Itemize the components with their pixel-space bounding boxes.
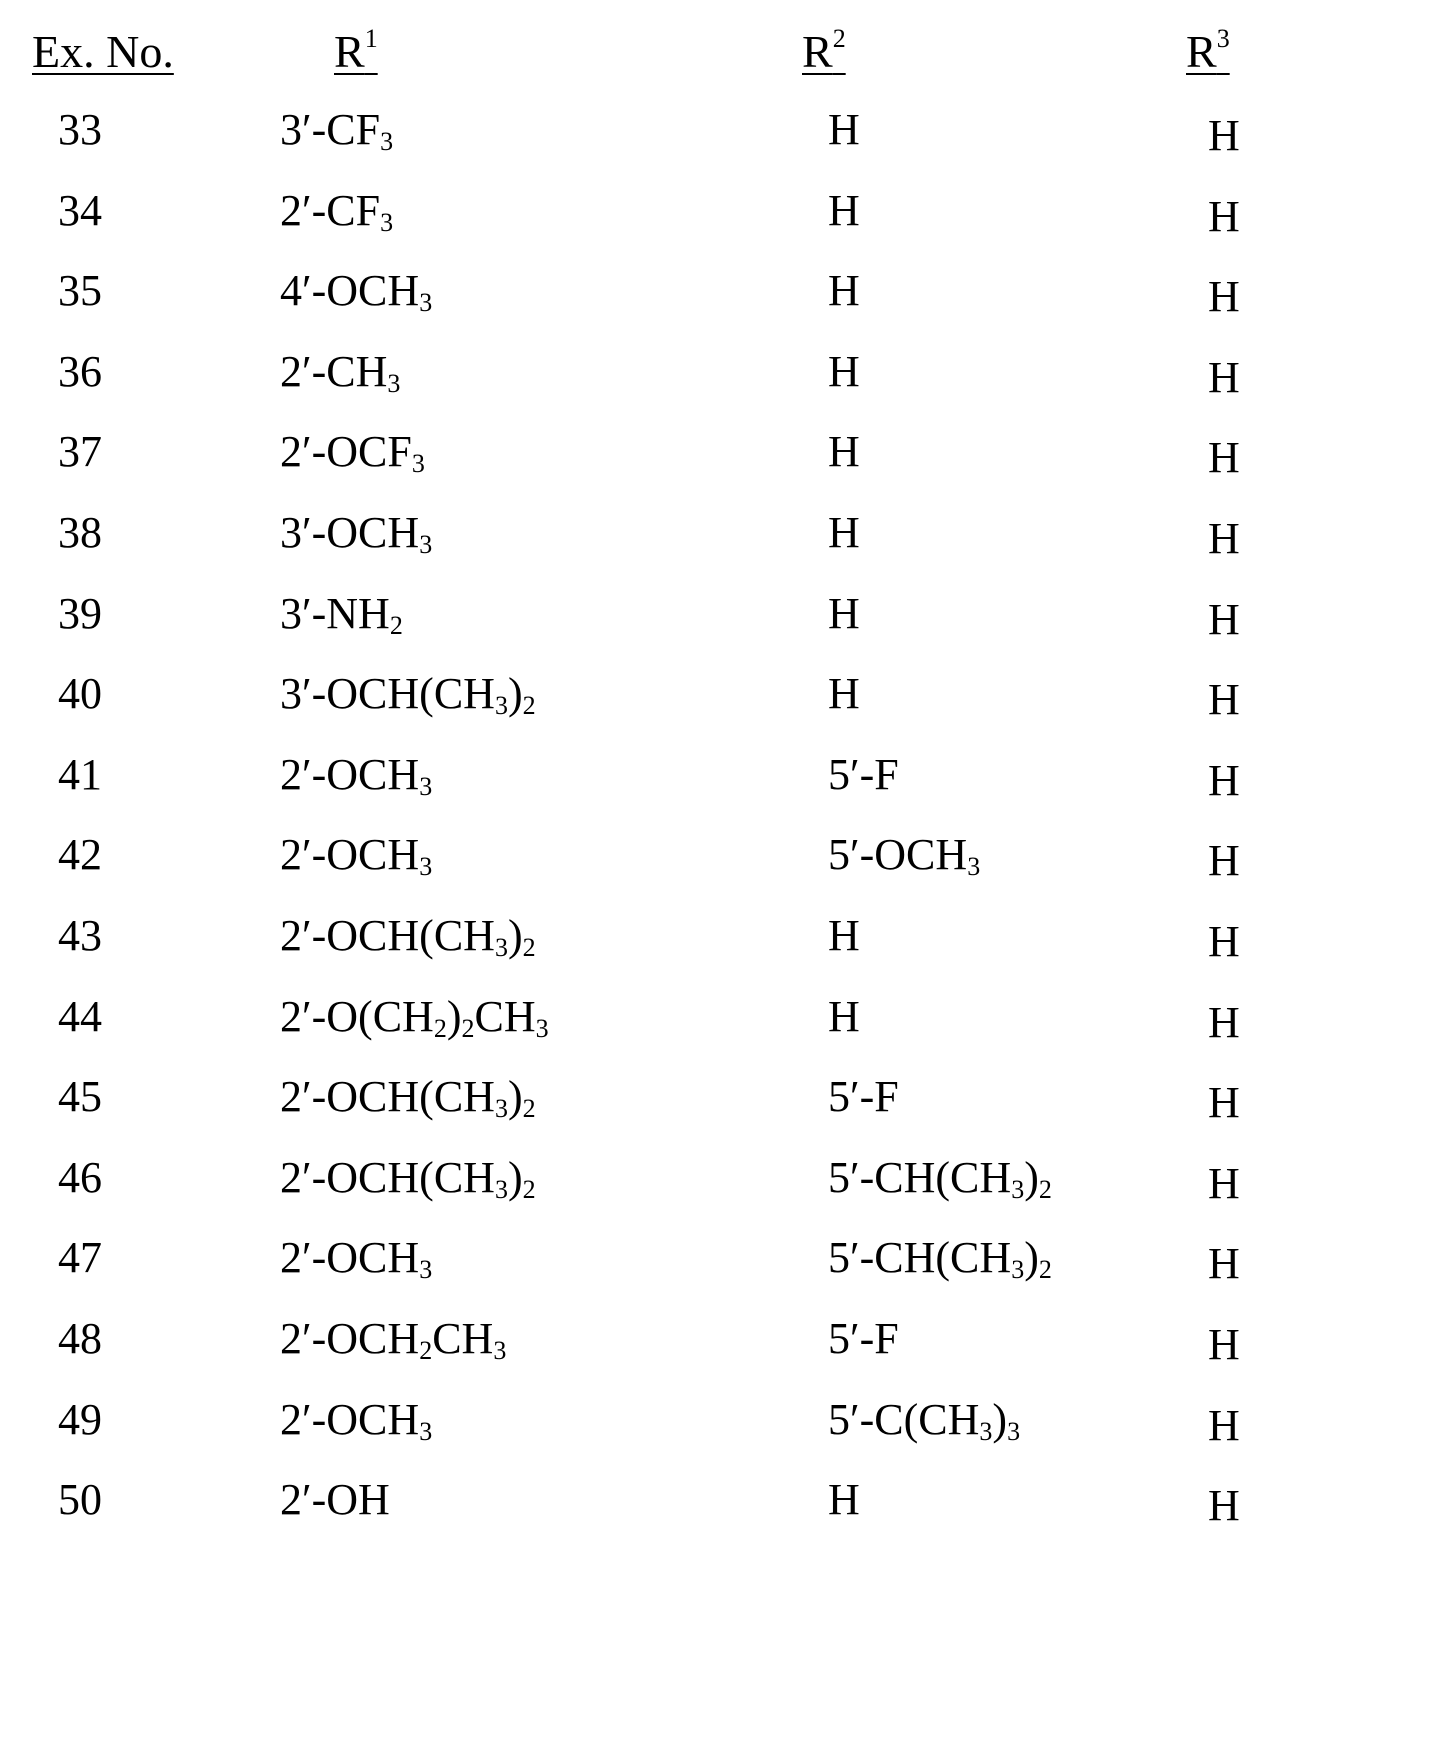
formula-text: CH	[474, 991, 536, 1041]
table-row	[0, 503, 1431, 583]
r2-substituent	[828, 1470, 860, 1530]
formula-text: 2′-OCH(CH	[280, 911, 495, 960]
r1-substituent	[280, 181, 393, 241]
formula-subscript: 3	[419, 771, 433, 801]
formula-text: H	[828, 669, 860, 719]
formula-subscript: 2	[522, 1094, 536, 1124]
formula-text: )	[507, 911, 523, 960]
formula-subscript: 2	[433, 1013, 447, 1043]
r2-substituent	[828, 181, 860, 241]
r1-substituent	[280, 1309, 506, 1369]
r3-substituent: H	[1208, 1400, 1240, 1450]
formula-subscript: 2	[419, 1336, 433, 1365]
formula-text: )	[1024, 1233, 1039, 1283]
formula-text: 2′-OCH(CH	[280, 1072, 495, 1122]
r2-substituent	[828, 1067, 899, 1127]
example-number: 47	[58, 1233, 102, 1283]
header-r1-sup: 1	[364, 24, 378, 53]
r3-substituent: H	[1208, 1239, 1240, 1289]
r1-substituent	[280, 906, 536, 966]
example-number: 41	[58, 749, 102, 799]
formula-text: H	[828, 105, 860, 154]
table-row	[0, 422, 1431, 502]
r1-substituent	[280, 261, 432, 321]
r3-substituent: H	[1208, 514, 1240, 563]
r2-substituent	[828, 342, 860, 402]
example-number: 42	[58, 830, 102, 880]
r1-substituent	[280, 664, 536, 724]
example-number: 37	[58, 427, 102, 477]
table-row	[0, 1470, 1431, 1550]
formula-text: H	[828, 911, 860, 960]
formula-text: H	[828, 346, 860, 396]
r3-substituent: H	[1208, 1158, 1240, 1208]
formula-subscript: 3	[380, 127, 394, 156]
formula-subscript: 3	[419, 1416, 433, 1446]
r2-substituent	[828, 1148, 1052, 1208]
r1-substituent	[280, 100, 393, 160]
example-number: 38	[58, 508, 102, 557]
table-header-row	[0, 22, 1431, 92]
r3-substituent: H	[1208, 755, 1240, 805]
formula-text: 2′-CH	[280, 346, 388, 396]
formula-text: )	[507, 1152, 523, 1202]
example-number: 36	[58, 346, 102, 396]
example-number: 33	[58, 105, 102, 154]
r2-substituent	[828, 100, 860, 160]
example-number: 40	[58, 669, 102, 719]
header-ex-no: Ex. No.	[32, 26, 174, 77]
r2-substituent	[828, 745, 899, 805]
formula-text: 5′-C(CH	[828, 1394, 980, 1444]
r2-substituent	[828, 1228, 1052, 1288]
formula-subscript: 3	[494, 933, 508, 962]
r3-substituent: H	[1208, 191, 1240, 241]
table-row	[0, 261, 1431, 341]
example-number: 50	[58, 1475, 102, 1525]
formula-text: 2′-OCH	[280, 1394, 420, 1444]
example-number: 45	[58, 1072, 102, 1122]
formula-text: )	[507, 669, 523, 719]
formula-subscript: 2	[522, 1174, 536, 1204]
r3-substituent: H	[1208, 433, 1240, 483]
formula-subscript: 3	[419, 530, 433, 559]
formula-subscript: 3	[494, 691, 508, 721]
r2-substituent	[828, 664, 860, 724]
formula-subscript: 2	[1038, 1174, 1052, 1204]
r2-substituent	[828, 1390, 1020, 1450]
example-number: 48	[58, 1314, 102, 1363]
r3-substituent: H	[1208, 1481, 1240, 1531]
r1-substituent	[280, 1228, 432, 1288]
formula-subscript: 2	[522, 933, 536, 962]
formula-text: )	[992, 1394, 1008, 1444]
formula-subscript: 3	[411, 449, 425, 479]
formula-text: 5′-CH(CH	[828, 1152, 1012, 1202]
r1-substituent	[280, 1390, 432, 1450]
example-number: 43	[58, 911, 102, 960]
formula-text: 2′-OH	[280, 1475, 390, 1525]
r3-substituent: H	[1208, 1320, 1240, 1369]
example-number: 39	[58, 588, 102, 638]
example-number: 49	[58, 1394, 102, 1444]
r2-substituent	[828, 422, 860, 482]
formula-text: 2′-O(CH	[280, 991, 434, 1041]
formula-subscript: 3	[380, 207, 394, 237]
r2-substituent	[828, 503, 860, 563]
table-row	[0, 745, 1431, 825]
header-r3-base: R	[1186, 26, 1217, 77]
r3-substituent: H	[1208, 352, 1240, 402]
formula-subscript: 2	[461, 1013, 475, 1043]
formula-subscript: 3	[979, 1416, 993, 1446]
formula-text: H	[828, 588, 860, 638]
formula-text: 2′-CF	[280, 185, 381, 235]
header-r2-base: R	[802, 26, 833, 77]
formula-subscript: 2	[522, 691, 536, 721]
header-r1-base: R	[334, 26, 365, 77]
table-row	[0, 342, 1431, 422]
table-row	[0, 181, 1431, 261]
header-r1	[334, 22, 378, 82]
r3-substituent: H	[1208, 594, 1240, 644]
example-number: 46	[58, 1152, 102, 1202]
r1-substituent	[280, 1470, 390, 1530]
table-row	[0, 664, 1431, 744]
r2-substituent	[828, 1309, 899, 1369]
formula-subscript: 3	[494, 1094, 508, 1124]
table-row	[0, 987, 1431, 1067]
example-number: 34	[58, 185, 102, 235]
formula-text: )	[1024, 1152, 1039, 1202]
formula-text: 5′-CH(CH	[828, 1233, 1012, 1283]
r1-substituent	[280, 987, 549, 1047]
formula-text: 2′-OCH	[280, 1233, 420, 1283]
formula-text: 5′-F	[828, 1314, 899, 1363]
r2-substituent	[828, 825, 980, 885]
r1-substituent	[280, 342, 400, 402]
formula-text: )	[507, 1072, 523, 1122]
formula-text: H	[828, 427, 860, 477]
table-row	[0, 1148, 1431, 1228]
formula-subscript: 3	[1011, 1255, 1025, 1285]
header-r3	[1186, 22, 1230, 82]
r3-substituent: H	[1208, 997, 1240, 1047]
formula-subscript: 3	[967, 852, 981, 882]
formula-subscript: 3	[494, 1174, 508, 1204]
formula-text: H	[828, 266, 860, 316]
example-number: 35	[58, 266, 102, 316]
formula-text: 2′-OCH	[280, 830, 420, 880]
r3-substituent: H	[1208, 272, 1240, 322]
formula-subscript: 2	[389, 610, 403, 640]
formula-text: 2′-OCH(CH	[280, 1152, 495, 1202]
formula-subscript: 3	[1011, 1174, 1025, 1204]
r3-substituent: H	[1208, 836, 1240, 886]
formula-text: 5′-F	[828, 1072, 899, 1122]
example-number: 44	[58, 991, 102, 1041]
table-row	[0, 906, 1431, 986]
r2-substituent	[828, 906, 860, 966]
r1-substituent	[280, 1148, 536, 1208]
formula-text: H	[828, 508, 860, 557]
formula-text: CH	[432, 1314, 494, 1363]
formula-text: 4′-OCH	[280, 266, 420, 316]
formula-subscript: 3	[1007, 1416, 1021, 1446]
formula-text: )	[446, 991, 462, 1041]
formula-text: 3′-NH	[280, 588, 390, 638]
formula-subscript: 3	[419, 288, 433, 318]
table-row	[0, 1309, 1431, 1389]
table-row	[0, 1228, 1431, 1308]
r2-substituent	[828, 987, 860, 1047]
table-row	[0, 825, 1431, 905]
formula-text: H	[828, 1475, 860, 1525]
formula-text: 5′-F	[828, 749, 899, 799]
formula-text: 3′-OCH(CH	[280, 669, 495, 719]
formula-subscript: 3	[535, 1013, 549, 1043]
r2-substituent	[828, 261, 860, 321]
formula-text: 3′-OCH	[280, 508, 420, 557]
table-row	[0, 100, 1431, 180]
r1-substituent	[280, 745, 432, 805]
formula-subscript: 3	[493, 1336, 507, 1365]
r3-substituent: H	[1208, 675, 1240, 725]
formula-subscript: 3	[387, 368, 401, 398]
formula-text: 2′-OCH	[280, 749, 420, 799]
table-row	[0, 584, 1431, 664]
r1-substituent	[280, 825, 432, 885]
r3-substituent: H	[1208, 1078, 1240, 1128]
header-r2	[802, 22, 846, 82]
r3-substituent: H	[1208, 111, 1240, 160]
formula-subscript: 3	[419, 1255, 433, 1285]
formula-text: H	[828, 185, 860, 235]
table-row	[0, 1390, 1431, 1470]
header-r2-sup: 2	[832, 24, 846, 53]
r1-substituent	[280, 584, 403, 644]
formula-subscript: 2	[1038, 1255, 1052, 1285]
formula-text: 2′-OCF	[280, 427, 412, 477]
r1-substituent	[280, 503, 432, 563]
r3-substituent: H	[1208, 917, 1240, 966]
formula-text: 5′-OCH	[828, 830, 968, 880]
r2-substituent	[828, 584, 860, 644]
formula-text: 2′-OCH	[280, 1314, 420, 1363]
table-row	[0, 1067, 1431, 1147]
formula-text: 3′-CF	[280, 105, 381, 154]
r1-substituent	[280, 1067, 536, 1127]
header-r3-sup: 3	[1216, 24, 1230, 53]
formula-subscript: 3	[419, 852, 433, 882]
formula-text: H	[828, 991, 860, 1041]
r1-substituent	[280, 422, 425, 482]
